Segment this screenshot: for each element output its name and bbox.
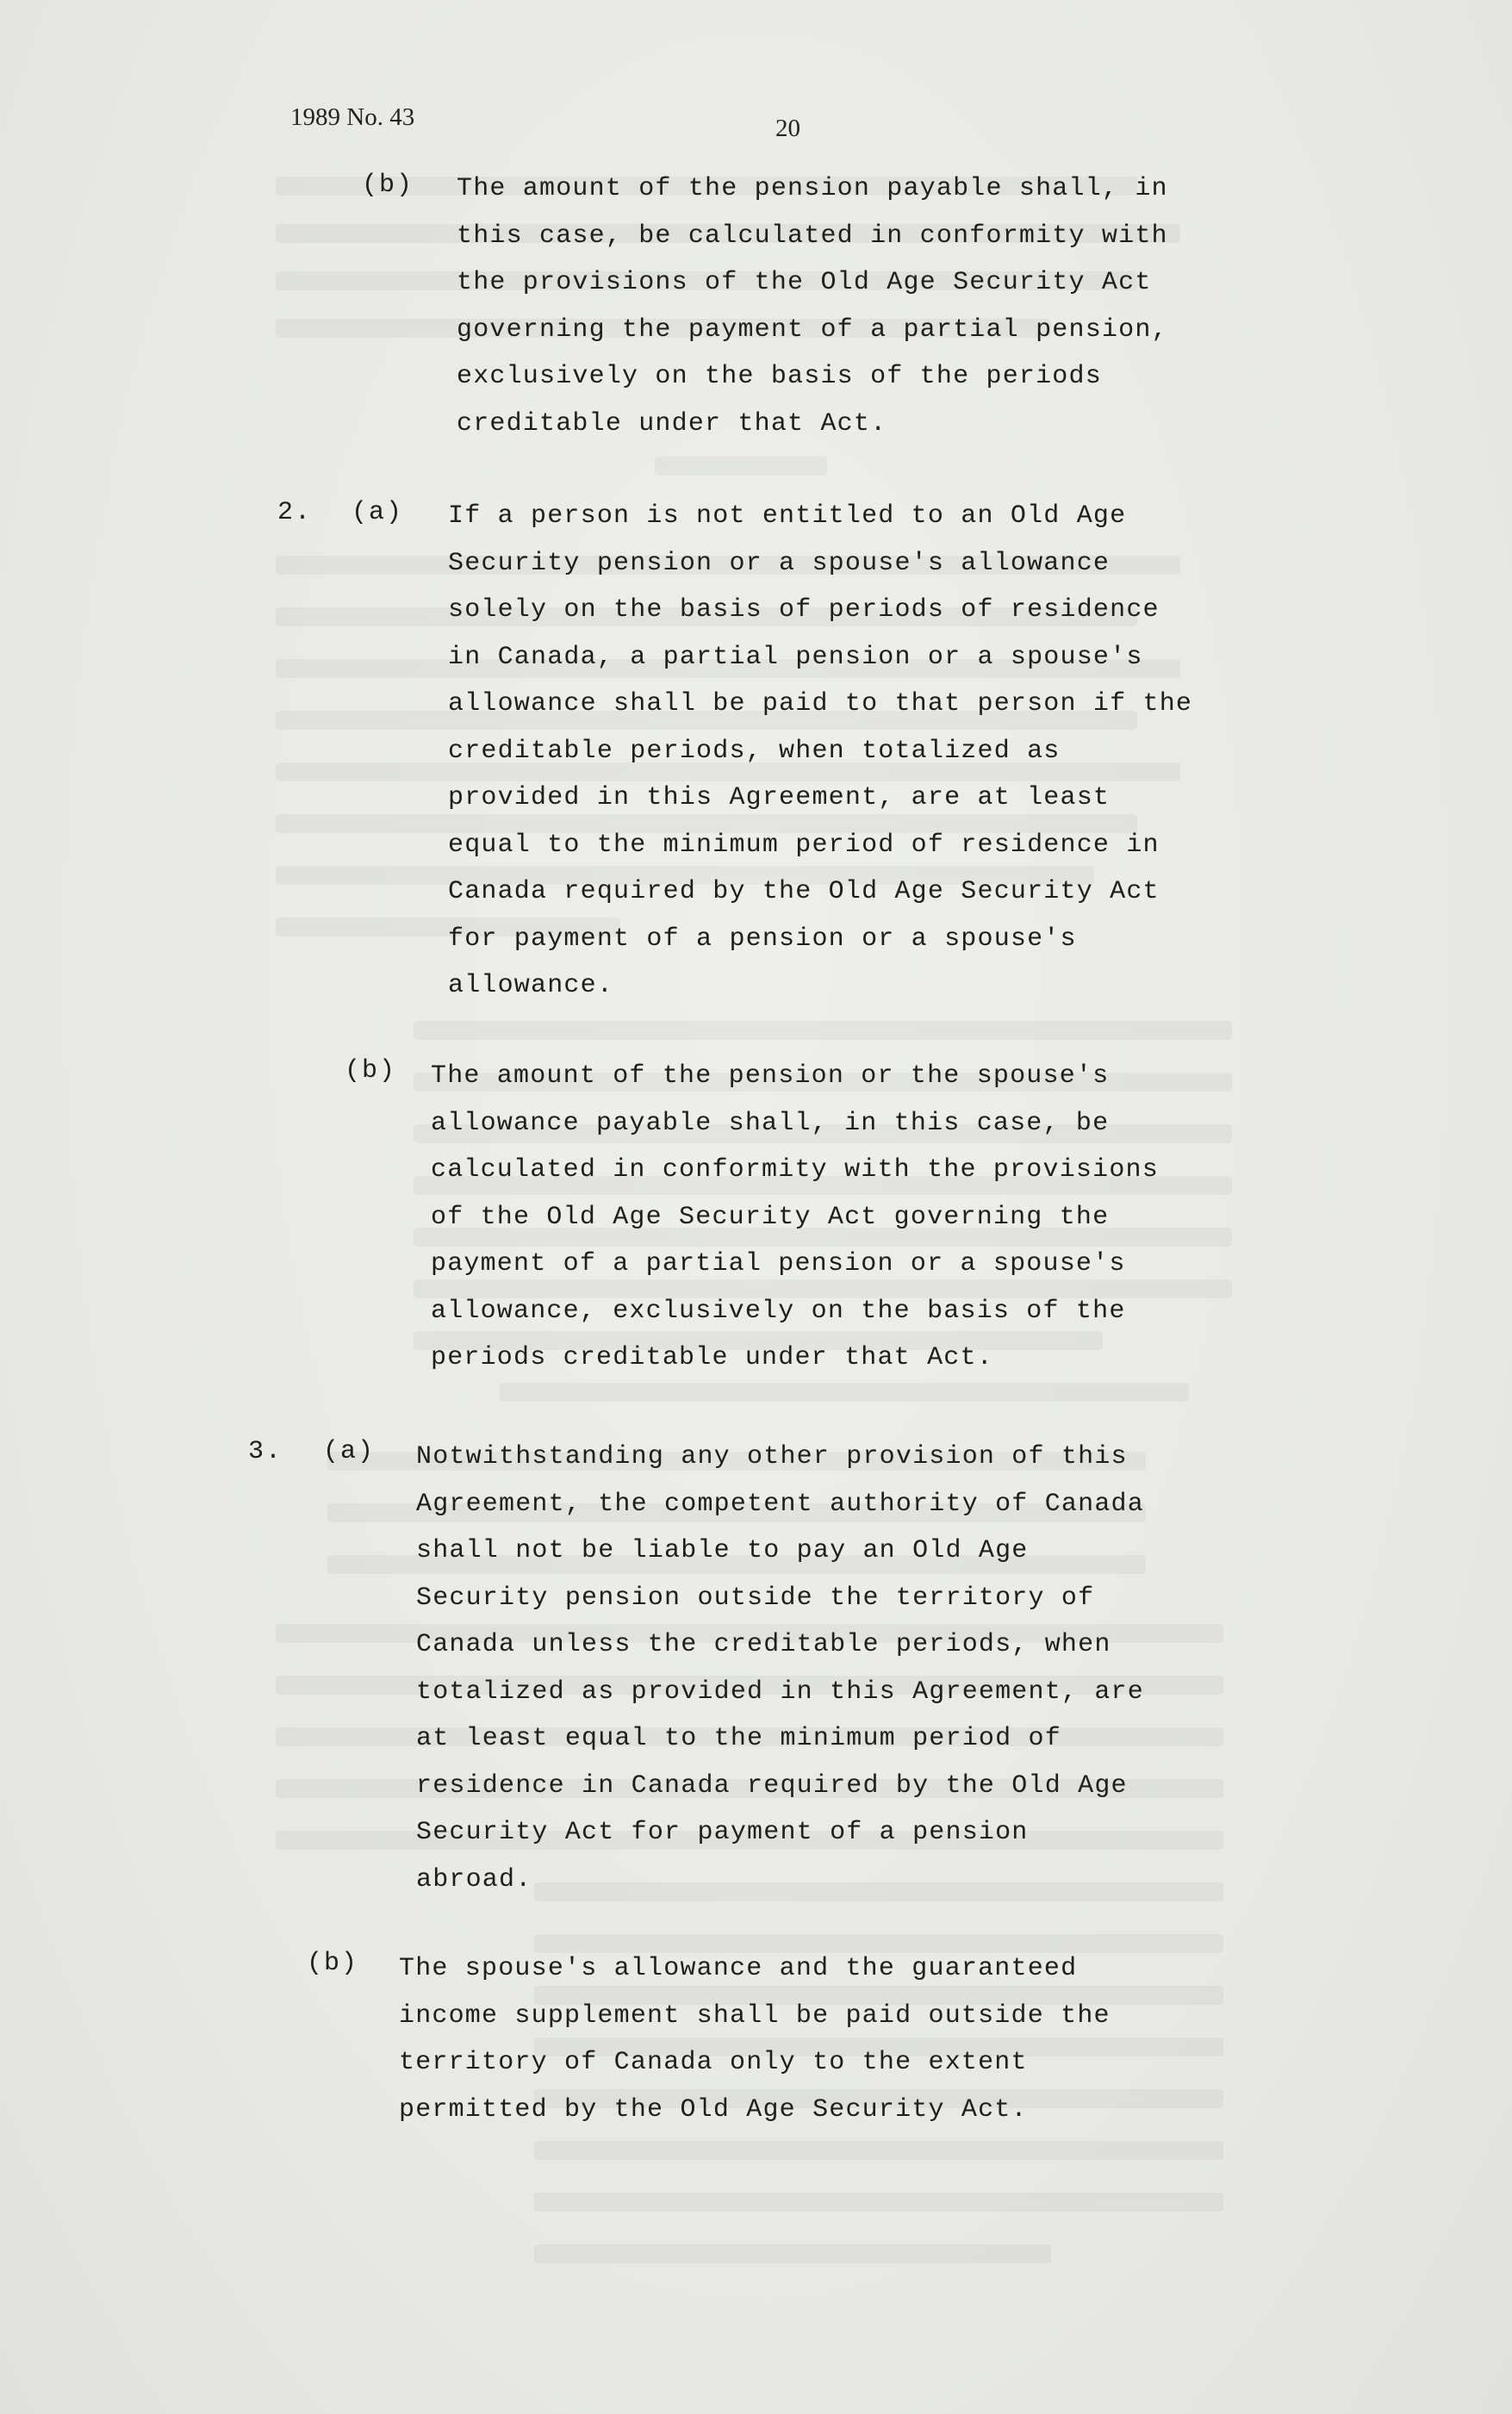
text-line: income supplement shall be paid outside the <box>399 2000 1111 2031</box>
text-line: The amount of the pension payable shall, in <box>457 174 1168 203</box>
text-line: shall not be liable to pay an Old Age <box>416 1536 1029 1565</box>
clause-3b-text <box>399 1945 1111 2133</box>
text-line: creditable periods, when totalized as <box>448 736 1061 766</box>
text-line: Security Act for payment of a pension <box>416 1818 1029 1847</box>
text-line: territory of Canada only to the extent <box>399 2048 1028 2077</box>
text-line: Canada required by the Old Age Security Act <box>448 877 1160 906</box>
clause-2b-label: (b) <box>345 1056 397 1086</box>
clause-1b-label: (b) <box>362 171 414 200</box>
text-line: governing the payment of a partial pension, <box>457 314 1168 345</box>
text-line: of the Old Age Security Act governing the <box>431 1202 1110 1232</box>
text-line: abroad. <box>416 1864 532 1894</box>
text-line: for payment of a pension or a spouse's <box>448 924 1077 954</box>
text-line: solely on the basis of periods of residence <box>448 595 1160 625</box>
text-line: totalized as provided in this Agreement, are <box>416 1677 1144 1707</box>
text-line: in Canada, a partial pension or a spouse's <box>448 642 1143 672</box>
text-line: allowance. <box>448 971 614 1000</box>
text-line: The spouse's allowance and the guaranteed <box>399 1954 1078 1983</box>
text-line: allowance, exclusively on the basis of the <box>431 1296 1126 1326</box>
page-number: 20 <box>775 115 800 142</box>
text-line: calculated in conformity with the provisions <box>431 1155 1159 1185</box>
text-line: periods creditable under that Act. <box>431 1343 993 1372</box>
text-line: Security pension or a spouse's allowance <box>448 548 1111 578</box>
text-line: creditable under that Act. <box>457 408 887 439</box>
text-line: If a person is not entitled to an Old Age <box>448 501 1127 531</box>
clause-3-number: 3. <box>248 1437 283 1466</box>
text-line: Canada unless the creditable periods, when <box>416 1630 1111 1659</box>
document-year-number: 1989 No. 43 <box>290 103 415 131</box>
text-line: allowance shall be paid to that person if the <box>448 689 1193 719</box>
text-line: at least equal to the minimum period of <box>416 1724 1061 1753</box>
text-line: Notwithstanding any other provision of this <box>416 1442 1128 1471</box>
text-line: Security pension outside the territory of <box>416 1583 1095 1613</box>
text-line: equal to the minimum period of residence in <box>448 830 1160 860</box>
clause-1b-text <box>457 165 1168 447</box>
clause-2a-label: (a) <box>352 498 404 527</box>
text-line: provided in this Agreement, are at least <box>448 783 1111 812</box>
clause-3a-text <box>416 1434 1144 1903</box>
clause-3b-label: (b) <box>307 1949 359 1978</box>
text-line: The amount of the pension or the spouse's <box>431 1061 1110 1091</box>
text-line: Agreement, the competent authority of Canada <box>416 1489 1144 1519</box>
clause-3a-label: (a) <box>323 1437 376 1466</box>
text-line: payment of a partial pension or a spouse's <box>431 1249 1126 1279</box>
clause-2-number: 2. <box>277 498 313 527</box>
clause-2a-text <box>448 493 1192 1010</box>
text-line: the provisions of the Old Age Security Act <box>457 268 1152 297</box>
text-line: this case, be calculated in conformity with <box>457 221 1168 251</box>
text-line: exclusively on the basis of the periods <box>457 362 1102 391</box>
clause-2b-text <box>431 1053 1159 1382</box>
text-line: residence in Canada required by the Old Age <box>416 1770 1128 1801</box>
text-line: allowance payable shall, in this case, be <box>431 1108 1110 1138</box>
text-line: permitted by the Old Age Security Act. <box>399 2094 1028 2125</box>
